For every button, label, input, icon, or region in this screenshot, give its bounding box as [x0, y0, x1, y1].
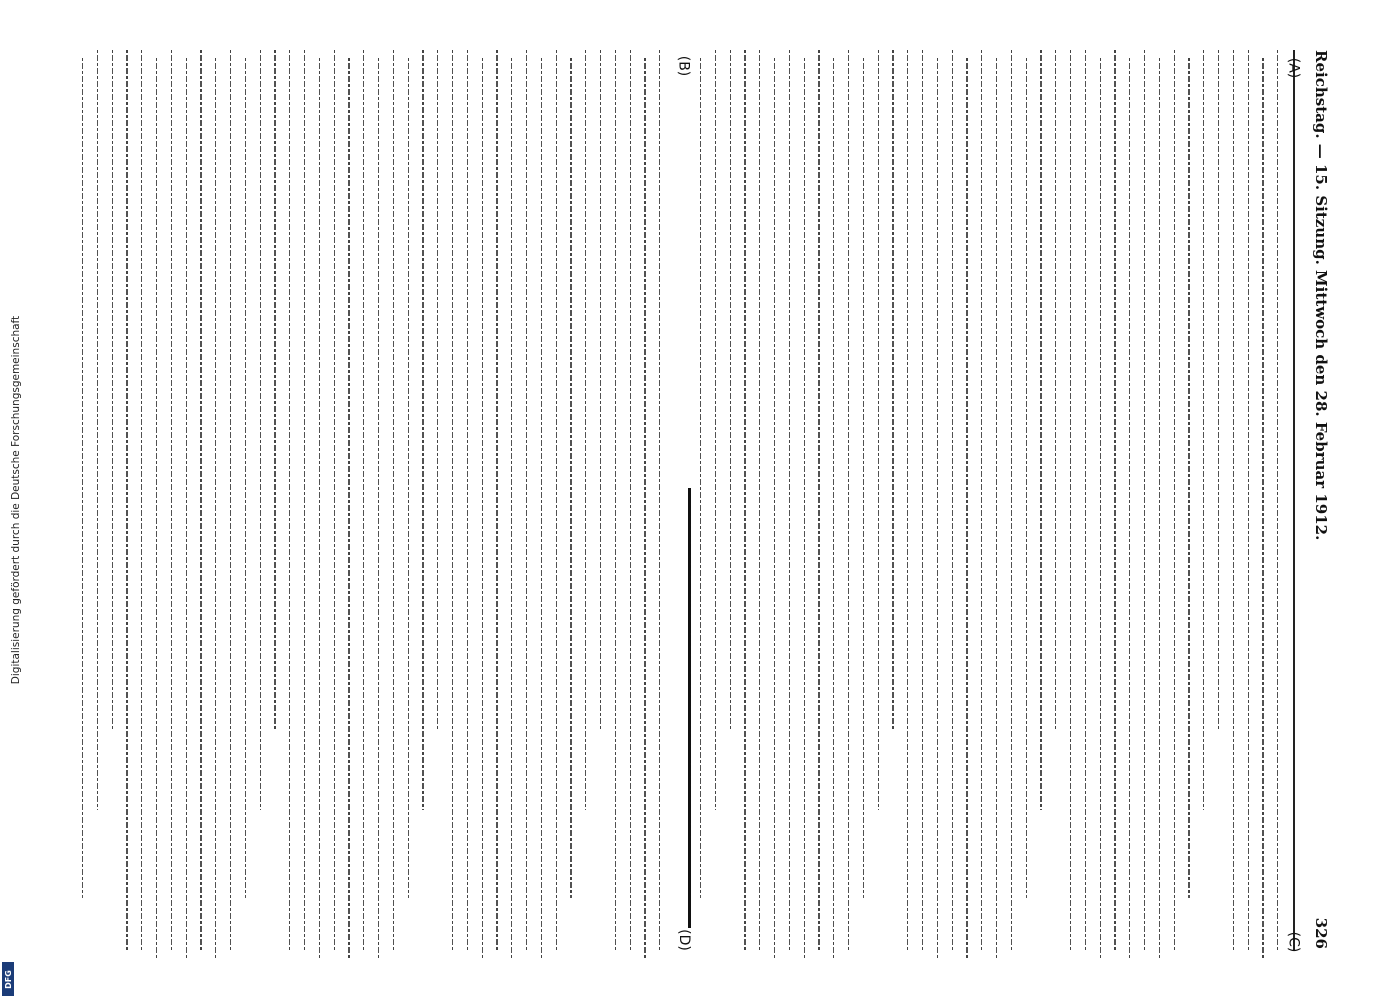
text-line: [1144, 50, 1145, 950]
text-line: [937, 58, 938, 958]
column-divider: [688, 488, 691, 928]
text-line: [952, 50, 953, 950]
running-header: [1300, 50, 1330, 950]
text-line: [1055, 50, 1056, 730]
text-line: [585, 50, 586, 810]
text-line: [630, 50, 631, 950]
text-line: [437, 50, 438, 730]
text-line: [363, 50, 364, 950]
text-line: [496, 50, 497, 950]
text-line: [526, 50, 527, 950]
text-line: [1026, 58, 1027, 898]
text-line: [556, 50, 557, 950]
text-line: [200, 50, 201, 950]
text-line: [774, 58, 775, 958]
text-line: [730, 50, 731, 730]
text-line: [186, 58, 187, 958]
text-line: [907, 50, 908, 950]
text-line: [789, 50, 790, 950]
text-line: [570, 58, 571, 898]
text-line: [863, 58, 864, 898]
text-line: [289, 50, 290, 950]
margin-marker-a: (A): [1285, 57, 1302, 79]
text-line: [467, 50, 468, 950]
text-line: [452, 50, 453, 950]
margin-marker-d: (D): [675, 929, 692, 951]
text-line: [393, 50, 394, 950]
text-line: [319, 58, 320, 958]
text-line: [878, 50, 879, 810]
text-line: [1011, 50, 1012, 950]
text-line: [981, 50, 982, 950]
text-line: [541, 58, 542, 958]
text-line: [215, 58, 216, 958]
text-line: [1188, 58, 1189, 898]
text-line: [82, 58, 83, 898]
text-line: [615, 50, 616, 950]
text-line: [892, 50, 893, 730]
text-line: [1218, 50, 1219, 730]
text-line: [274, 50, 275, 730]
text-line: [600, 50, 601, 730]
text-line: [304, 50, 305, 950]
text-line: [112, 50, 113, 730]
text-line: [1159, 58, 1160, 958]
dfg-logo: DFG: [2, 962, 14, 996]
text-line: [408, 58, 409, 898]
text-line: [260, 50, 261, 810]
text-line: [422, 50, 423, 810]
text-line: [804, 58, 805, 958]
text-line: [922, 50, 923, 950]
margin-marker-b: (B): [675, 55, 692, 77]
text-line: [378, 58, 379, 958]
text-line: [715, 50, 716, 810]
text-line: [334, 50, 335, 950]
text-line: [1114, 50, 1115, 950]
text-line: [966, 58, 967, 958]
text-line: [171, 50, 172, 950]
running-title: Reichstag. — 15. Sitzung. Mittwoch den 28. Februar 1912.: [1312, 50, 1330, 541]
text-line: [818, 50, 819, 950]
text-line: [1277, 50, 1278, 950]
text-line: [1248, 50, 1249, 950]
text-line: [1085, 50, 1086, 950]
text-line: [833, 58, 834, 958]
text-line: [700, 58, 701, 898]
text-line: [1203, 50, 1204, 810]
text-line: [996, 58, 997, 958]
text-line: [97, 50, 98, 810]
text-line: [348, 58, 349, 958]
text-line: [1070, 50, 1071, 950]
text-line: [744, 50, 745, 950]
text-line: [1233, 50, 1234, 950]
text-line: [1040, 50, 1041, 810]
margin-marker-c: (C): [1285, 931, 1302, 953]
text-line: [126, 50, 127, 950]
text-line: [156, 58, 157, 958]
text-line: [482, 58, 483, 958]
text-line: [644, 58, 645, 958]
text-column-left: [82, 50, 682, 950]
digitization-credit: Digitalisierung gefördert durch die Deutsche Forschungsgemeinschaft: [10, 315, 22, 685]
text-line: [511, 58, 512, 958]
text-line: [230, 50, 231, 950]
text-line: [1262, 58, 1263, 958]
text-line: [759, 50, 760, 950]
text-line: [848, 50, 849, 950]
text-column-right: [700, 50, 1300, 950]
text-line: [1174, 50, 1175, 950]
text-line: [659, 50, 660, 950]
text-line: [1129, 58, 1130, 958]
page-number: 326: [1312, 917, 1330, 949]
text-line: [1100, 58, 1101, 958]
text-line: [141, 50, 142, 950]
text-line: [245, 58, 246, 898]
